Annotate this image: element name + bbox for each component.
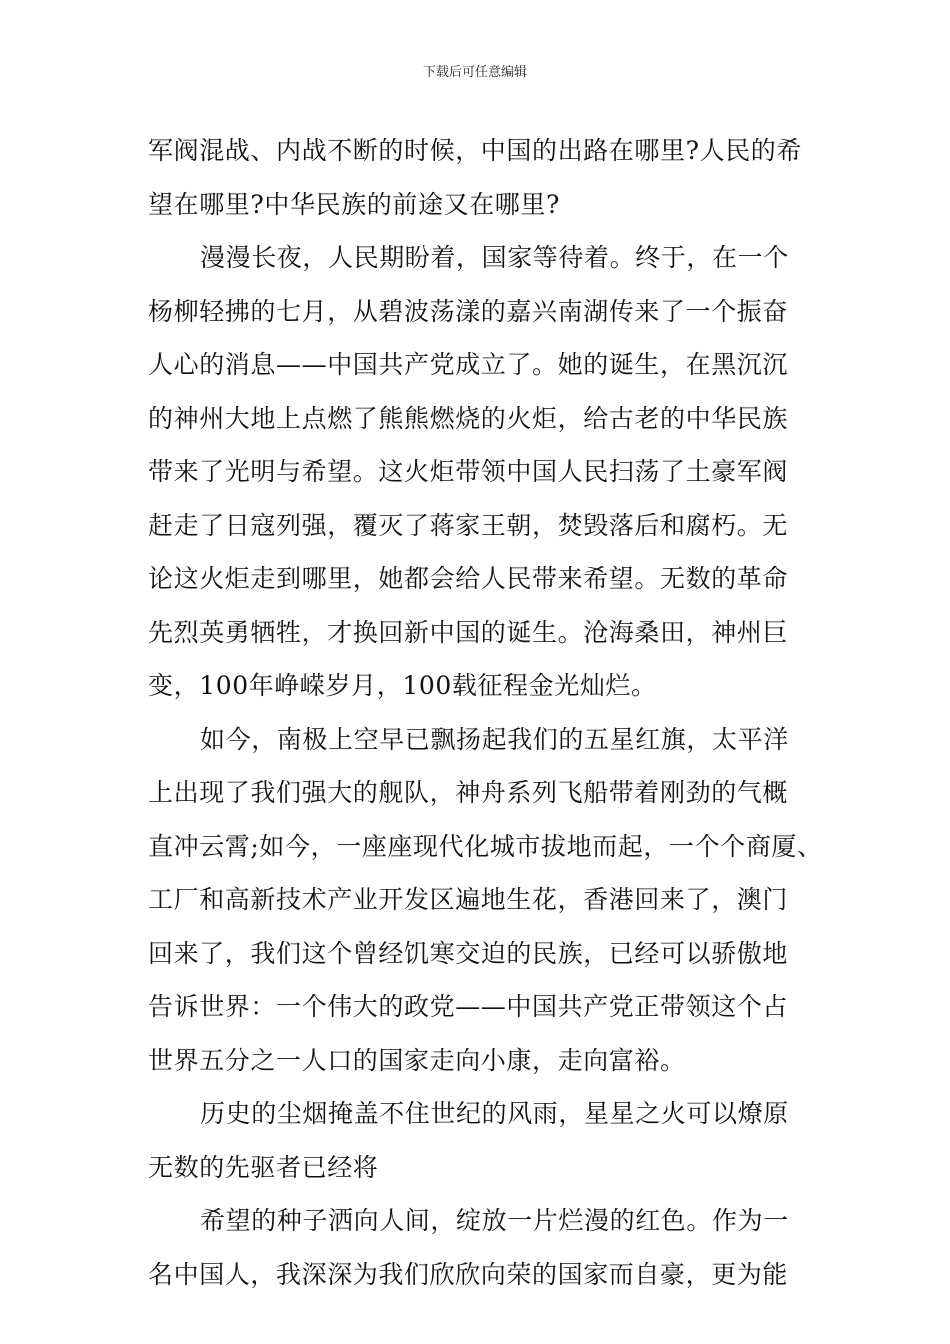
text-line: 论这火炬走到哪里，她都会给人民带来希望。无数的革命	[148, 564, 789, 593]
text-line: 先烈英勇牺牲，才换回新中国的诞生。沧海桑田，神州巨	[148, 617, 789, 647]
text-line: 告诉世界：一个伟大的政党——中国共产党正带领这个占	[148, 992, 789, 1021]
paragraph-start-line: 漫漫长夜，人民期盼着，国家等待着。终于，在一个	[200, 243, 789, 272]
paragraph-start-line: 历史的尘烟掩盖不住世纪的风雨，星星之火可以燎原	[200, 1099, 789, 1128]
text-line: 杨柳轻拂的七月，从碧波荡漾的嘉兴南湖传来了一个振奋	[148, 296, 789, 326]
text-line: 工厂和高新技术产业开发区遍地生花，香港回来了，澳门	[148, 885, 789, 914]
text-line: 的神州大地上点燃了熊熊燃烧的火炬，给古老的中华民族	[148, 403, 789, 433]
page-header: 下载后可任意编辑	[422, 65, 527, 80]
paragraph-start-line: 如今，南极上空早已飘扬起我们的五星红旗，太平洋	[200, 724, 789, 754]
text-line: 直冲云霄;如今，一座座现代化城市拔地而起，一个个商厦、	[148, 831, 823, 861]
text-line: 带来了光明与希望。这火炬带领中国人民扫荡了土豪军阀	[148, 457, 789, 486]
text-line: 名中国人，我深深为我们欣欣向荣的国家而自豪，更为能	[148, 1259, 789, 1289]
text-line: 上出现了我们强大的舰队，神舟系列飞船带着刚劲的气概	[148, 778, 789, 807]
text-line: 赶走了日寇列强，覆灭了蒋家王朝，焚毁落后和腐朽。无	[148, 510, 789, 540]
text-line: 望在哪里?中华民族的前途又在哪里?	[148, 189, 561, 219]
text-line: 无数的先驱者已经将	[148, 1152, 379, 1182]
text-line: 人心的消息——中国共产党成立了。她的诞生，在黑沉沉	[148, 350, 789, 379]
text-line: 变，100年峥嵘岁月，100载征程金光灿烂。	[148, 671, 657, 700]
paragraph-start-line: 希望的种子洒向人间，绽放一片烂漫的红色。作为一	[200, 1206, 789, 1235]
text-line: 世界五分之一人口的国家走向小康，走向富裕。	[148, 1045, 686, 1075]
text-line: 回来了，我们这个曾经饥寒交迫的民族，已经可以骄傲地	[148, 938, 789, 968]
document-body	[148, 124, 823, 1301]
text-line: 军阀混战、内战不断的时候，中国的出路在哪里?人民的希	[148, 136, 803, 165]
